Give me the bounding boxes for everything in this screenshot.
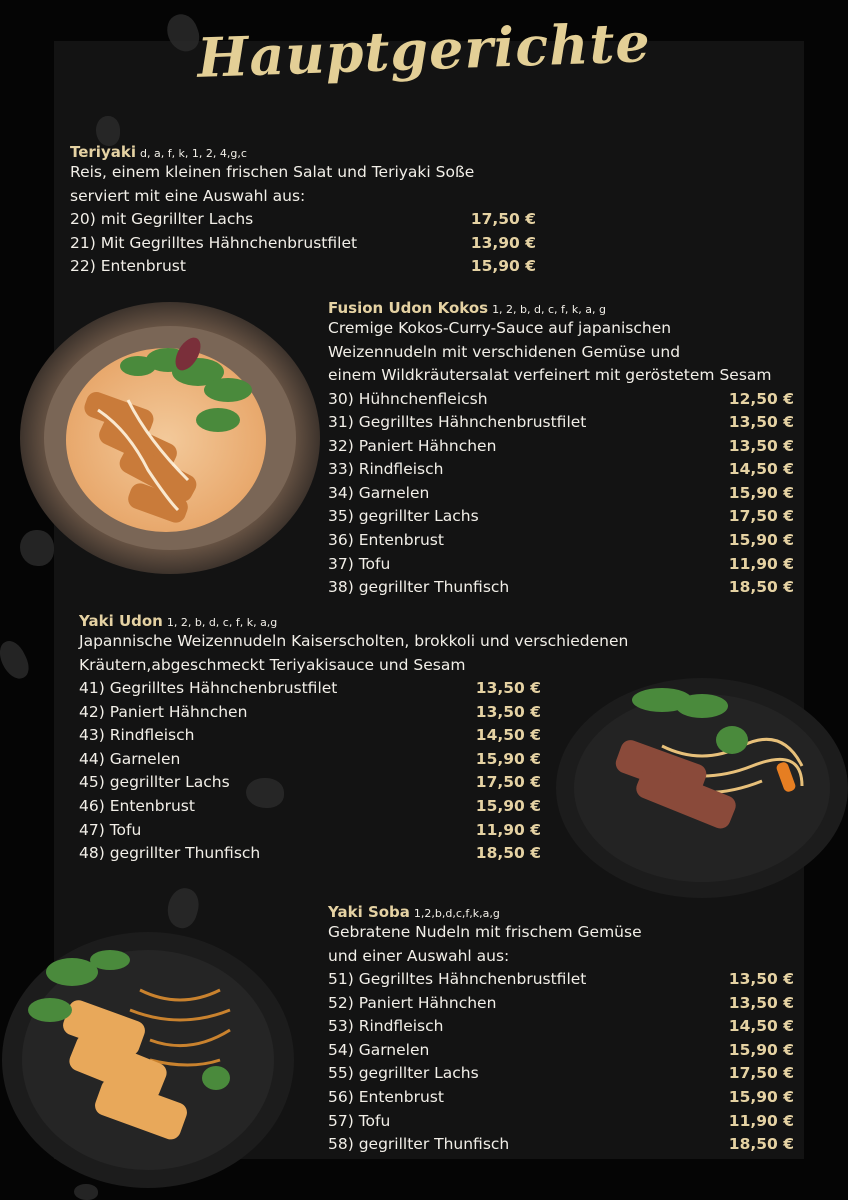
- price: 17,50 €: [728, 1064, 794, 1083]
- section-yaki-udon: [79, 612, 629, 866]
- price: 13,50 €: [728, 413, 794, 432]
- price: 17,50 €: [470, 210, 536, 228]
- menu-item: 30) Hühnchenfleicsh 12,50 €: [328, 388, 794, 412]
- price: 14,50 €: [728, 460, 794, 479]
- price: 11,90 €: [728, 554, 794, 573]
- menu-item: 38) gegrillter Thunfisch 18,50 €: [328, 576, 794, 600]
- page-title: Hauptgerichte: [196, 10, 652, 90]
- section-heading: Teriyaki d, a, f, k, 1, 2, 4,g,c: [70, 143, 247, 161]
- price: 14,50 €: [728, 1017, 794, 1036]
- menu-item: 44) Garnelen 15,90 €: [79, 748, 541, 772]
- price: 15,90 €: [728, 483, 794, 502]
- menu-item: 46) Entenbrust 15,90 €: [79, 795, 541, 819]
- menu-item: 22) Entenbrust 15,90 €: [70, 255, 536, 279]
- menu-item: 36) Entenbrust 15,90 €: [328, 529, 794, 553]
- yaki-udon-dish-image: [552, 676, 848, 900]
- section-description: Cremige Kokos-Curry-Sauce auf japanischen Weizennudeln mit verschidenen Gemüse und einem Wildkräutersalat verfeinert mit geröstetem Sesam: [328, 319, 772, 384]
- price: 13,50 €: [728, 993, 794, 1012]
- section-teriyaki: [70, 143, 536, 279]
- menu-item: 54) Garnelen 15,90 €: [328, 1039, 794, 1063]
- petal-decoration: [74, 1184, 98, 1200]
- menu-item: 41) Gegrilltes Hähnchenbrustfilet 13,50 €: [79, 677, 541, 701]
- menu-item: 58) gegrillter Thunfisch 18,50 €: [328, 1133, 794, 1157]
- section-description: Gebratene Nudeln mit frischem Gemüse und einer Auswahl aus:: [328, 923, 642, 965]
- menu-item: 43) Rindfleisch 14,50 €: [79, 724, 541, 748]
- menu-item: 47) Tofu 11,90 €: [79, 819, 541, 843]
- price: 13,90 €: [470, 233, 536, 252]
- menu-item: 35) gegrillter Lachs 17,50 €: [328, 505, 794, 529]
- petal-decoration: [20, 530, 54, 566]
- menu-item: 45) gegrillter Lachs 17,50 €: [79, 771, 541, 795]
- menu-item: 31) Gegrilltes Hähnchenbrustfilet 13,50 €: [328, 411, 794, 435]
- price: 15,90 €: [470, 257, 536, 276]
- price: 13,50 €: [728, 970, 794, 988]
- price: 15,90 €: [728, 531, 794, 550]
- section-description: Reis, einem kleinen frischen Salat und Teriyaki Soße serviert mit eine Auswahl aus:: [70, 163, 475, 205]
- section-heading: Yaki Soba 1,2,b,d,c,f,k,a,g: [328, 903, 500, 921]
- price: 15,90 €: [475, 796, 541, 815]
- allergen-codes: d, a, f, k, 1, 2, 4,g,c: [139, 147, 247, 160]
- yaki-soba-dish-image: [0, 930, 298, 1190]
- menu-item: 55) gegrillter Lachs 17,50 €: [328, 1062, 794, 1086]
- curry-udon-dish-image: [18, 300, 322, 576]
- menu-item: 51) Gegrilltes Hähnchenbrustfilet 13,50 €: [328, 968, 794, 992]
- price: 14,50 €: [475, 726, 541, 745]
- petal-decoration: [96, 116, 120, 146]
- price: 17,50 €: [728, 507, 794, 526]
- price: 11,90 €: [475, 820, 541, 839]
- section-heading: Fusion Udon Kokos 1, 2, b, d, c, f, k, a, g: [328, 299, 606, 317]
- price: 12,50 €: [728, 389, 794, 408]
- menu-item: 57) Tofu 11,90 €: [328, 1110, 794, 1134]
- allergen-codes: 1, 2, b, d, c, f, k, a,g: [166, 616, 278, 629]
- menu-item: 42) Paniert Hähnchen 13,50 €: [79, 701, 541, 725]
- section-heading: Yaki Udon 1, 2, b, d, c, f, k, a,g: [79, 612, 278, 630]
- menu-item: 33) Rindfleisch 14,50 €: [328, 458, 794, 482]
- menu-item: 32) Paniert Hähnchen 13,50 €: [328, 435, 794, 459]
- section-yaki-soba: [328, 903, 794, 1157]
- price: 18,50 €: [475, 844, 541, 863]
- menu-item: 37) Tofu 11,90 €: [328, 553, 794, 577]
- menu-item: 21) Mit Gegrilltes Hähnchenbrustfilet 13,90 €: [70, 232, 536, 256]
- allergen-codes: 1, 2, b, d, c, f, k, a, g: [492, 303, 606, 316]
- price: 17,50 €: [475, 773, 541, 792]
- petal-decoration: [0, 637, 33, 683]
- menu-item: 53) Rindfleisch 14,50 €: [328, 1015, 794, 1039]
- price: 15,90 €: [728, 1040, 794, 1059]
- menu-item: 56) Entenbrust 15,90 €: [328, 1086, 794, 1110]
- price: 15,90 €: [475, 749, 541, 768]
- menu-item: 52) Paniert Hähnchen 13,50 €: [328, 992, 794, 1016]
- menu-item: 48) gegrillter Thunfisch 18,50 €: [79, 842, 541, 866]
- section-fusion-udon-kokos: [328, 299, 794, 600]
- price: 18,50 €: [728, 1135, 794, 1154]
- menu-item: 20) mit Gegrillter Lachs 17,50 €: [70, 208, 536, 232]
- price: 15,90 €: [728, 1087, 794, 1106]
- price: 18,50 €: [728, 578, 794, 597]
- section-description: Japannische Weizennudeln Kaiserscholten, brokkoli und verschiedenen Kräutern,abgeschmeckt Teriyakisauce und Sesam: [79, 632, 629, 674]
- price: 13,50 €: [475, 679, 541, 697]
- price: 13,50 €: [475, 702, 541, 721]
- menu-item: 34) Garnelen 15,90 €: [328, 482, 794, 506]
- price: 11,90 €: [728, 1111, 794, 1130]
- price: 13,50 €: [728, 436, 794, 455]
- allergen-codes: 1,2,b,d,c,f,k,a,g: [413, 907, 500, 920]
